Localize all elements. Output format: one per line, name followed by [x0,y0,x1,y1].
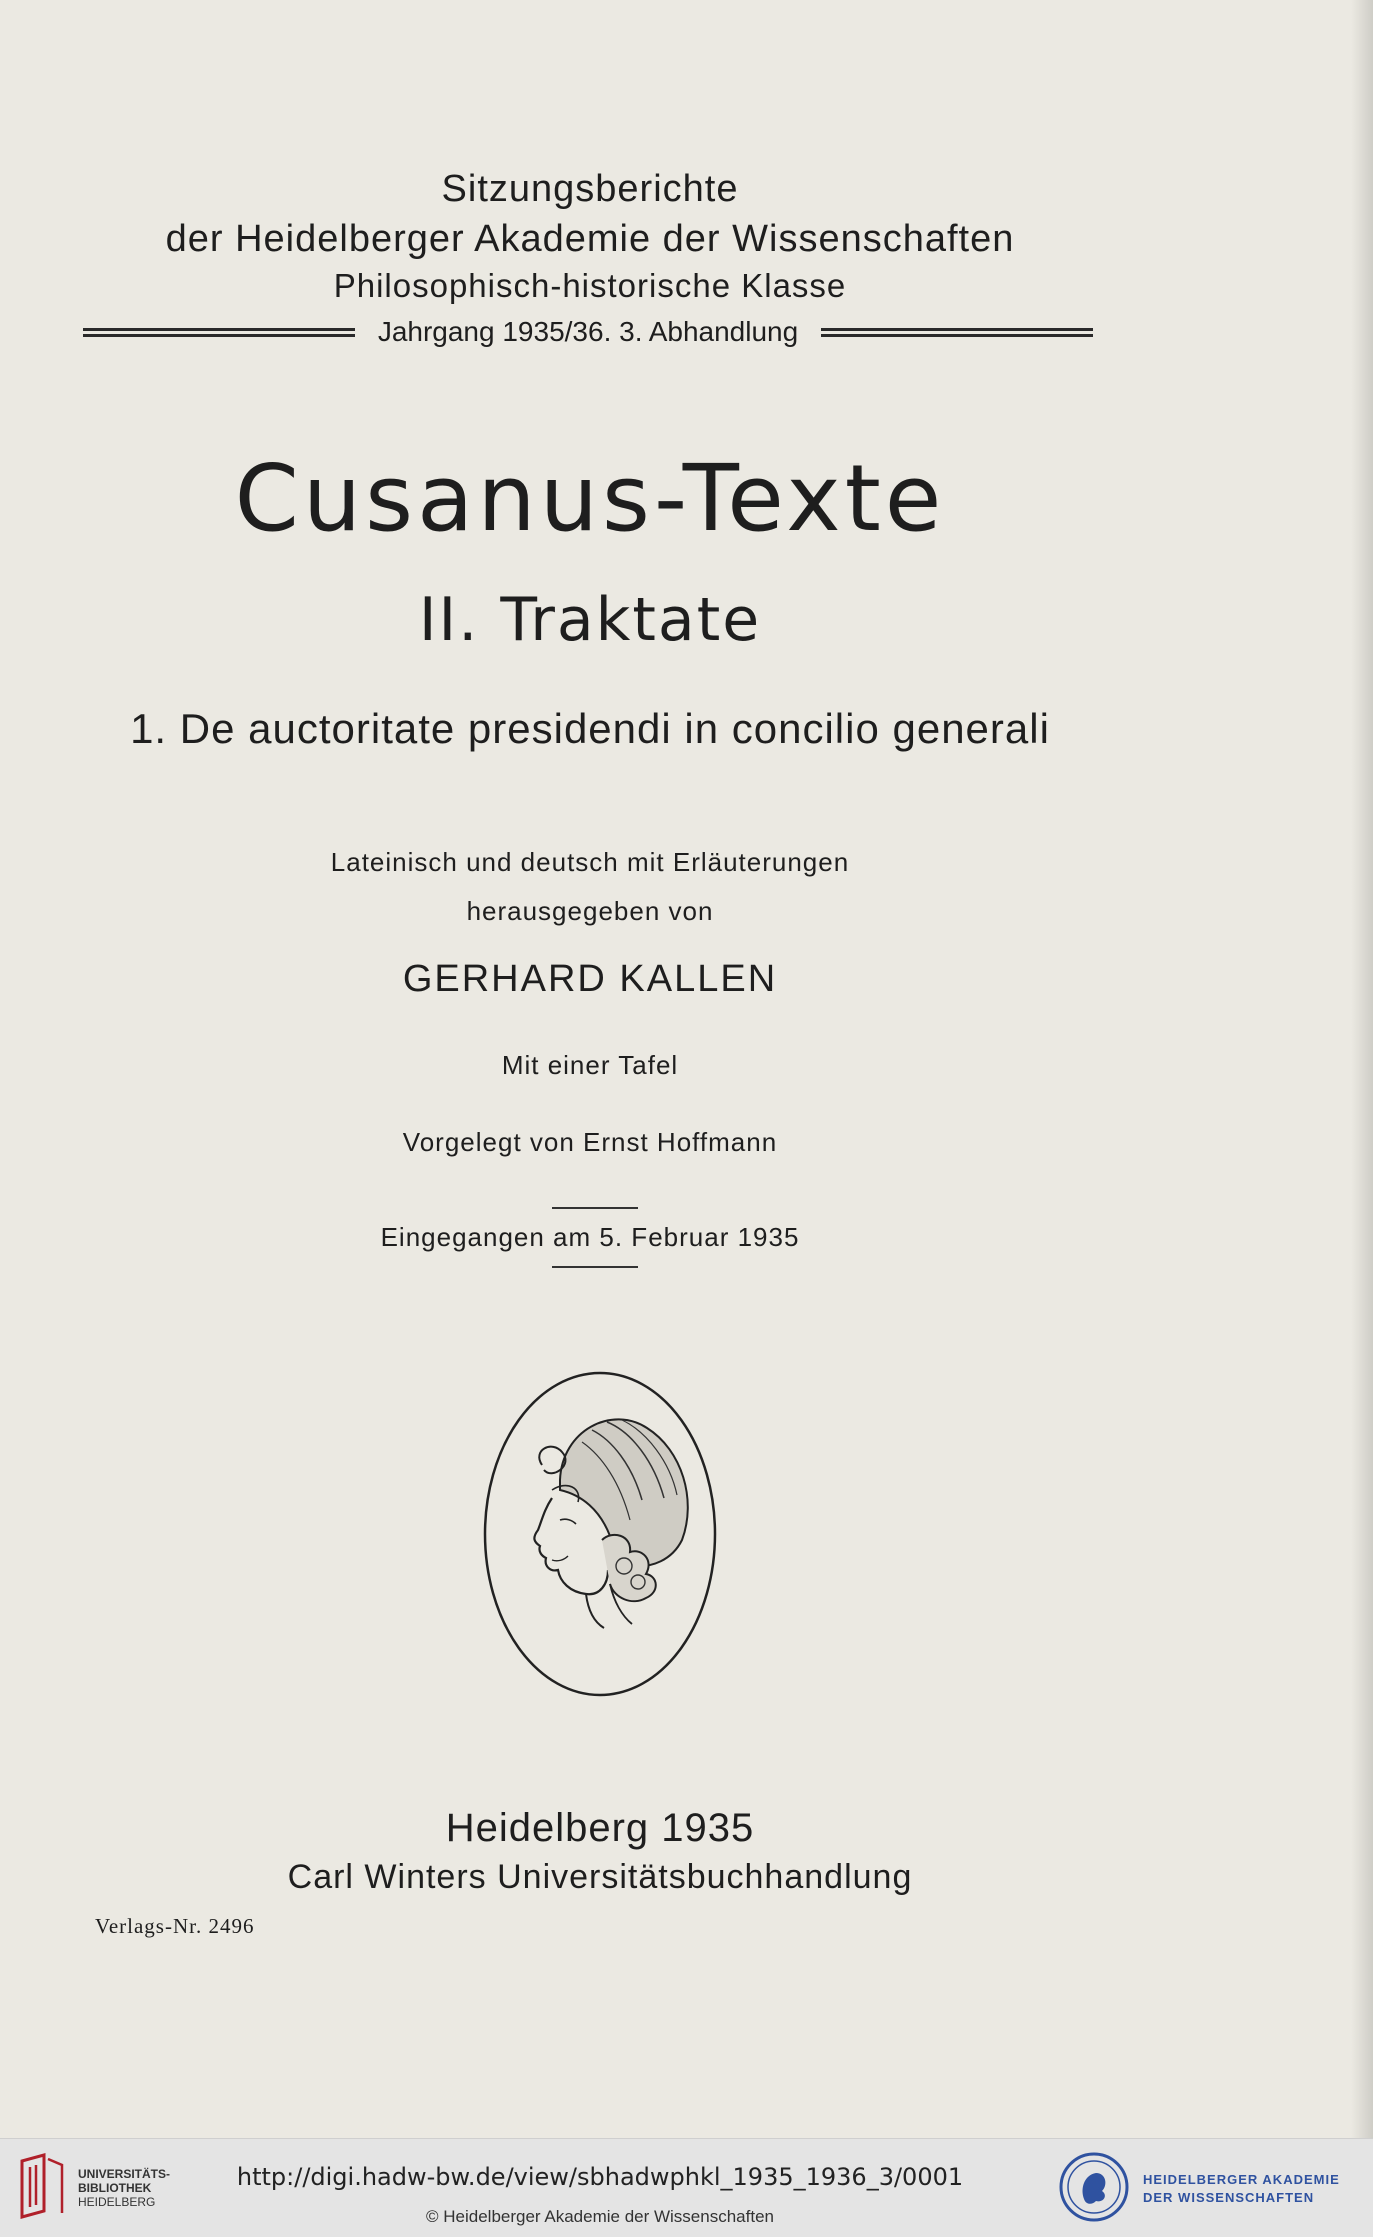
copyright-notice: © Heidelberger Akademie der Wissenschaften [426,2207,774,2226]
presented-by: Vorgelegt von Ernst Hoffmann [402,1127,778,1157]
divider-top [552,1207,638,1209]
edition-languages: Lateinisch und deutsch mit Erläuterungen [330,847,850,877]
received-date: Eingegangen am 5. Februar 1935 [380,1222,800,1252]
double-rule-left [83,328,355,337]
series-title: Sitzungsberichte [441,168,739,210]
volume-rule-row [83,316,1093,352]
work-title: 1. De auctoritate presidendi in concilio generali [130,705,1050,752]
divider-bottom [552,1266,638,1268]
academy-logo-text [1143,2171,1340,2207]
editor-prefix: herausgegeben von [466,896,714,926]
library-line-3: HEIDELBERG [78,2195,156,2209]
subtitle: II. Traktate [418,585,762,655]
permalink-url[interactable]: http://digi.hadw-bw.de/view/sbhadwphkl_1935_1936_3/0001 [236,2163,964,2191]
hadw-seal-logo-icon[interactable] [1058,2151,1130,2223]
academy-line-2: DER WISSENSCHAFTEN [1143,2190,1315,2205]
verlag-number: Verlags-Nr. 2496 [95,1914,255,1938]
academy-name: der Heidelberger Akademie der Wissenschaften [165,218,1015,260]
class-name: Philosophisch-historische Klasse [333,267,847,304]
library-line-2: BIBLIOTHEK [78,2181,152,2195]
plates-note: Mit einer Tafel [501,1050,679,1080]
viewer-footer [0,2138,1373,2237]
main-title: Cusanus-Texte [234,445,946,552]
volume-info: Jahrgang 1935/36. 3. Abhandlung [377,316,799,347]
library-line-1: UNIVERSITÄTS- [78,2167,171,2181]
double-rule-right [821,328,1093,337]
athena-cameo-emblem-icon [482,1370,718,1698]
imprint-place-year: Heidelberg 1935 [445,1806,755,1850]
editor-name: GERHARD KALLEN [402,958,778,1000]
imprint-publisher: Carl Winters Universitätsbuchhandlung [287,1858,913,1896]
academy-line-1: HEIDELBERGER AKADEMIE [1143,2172,1340,2187]
